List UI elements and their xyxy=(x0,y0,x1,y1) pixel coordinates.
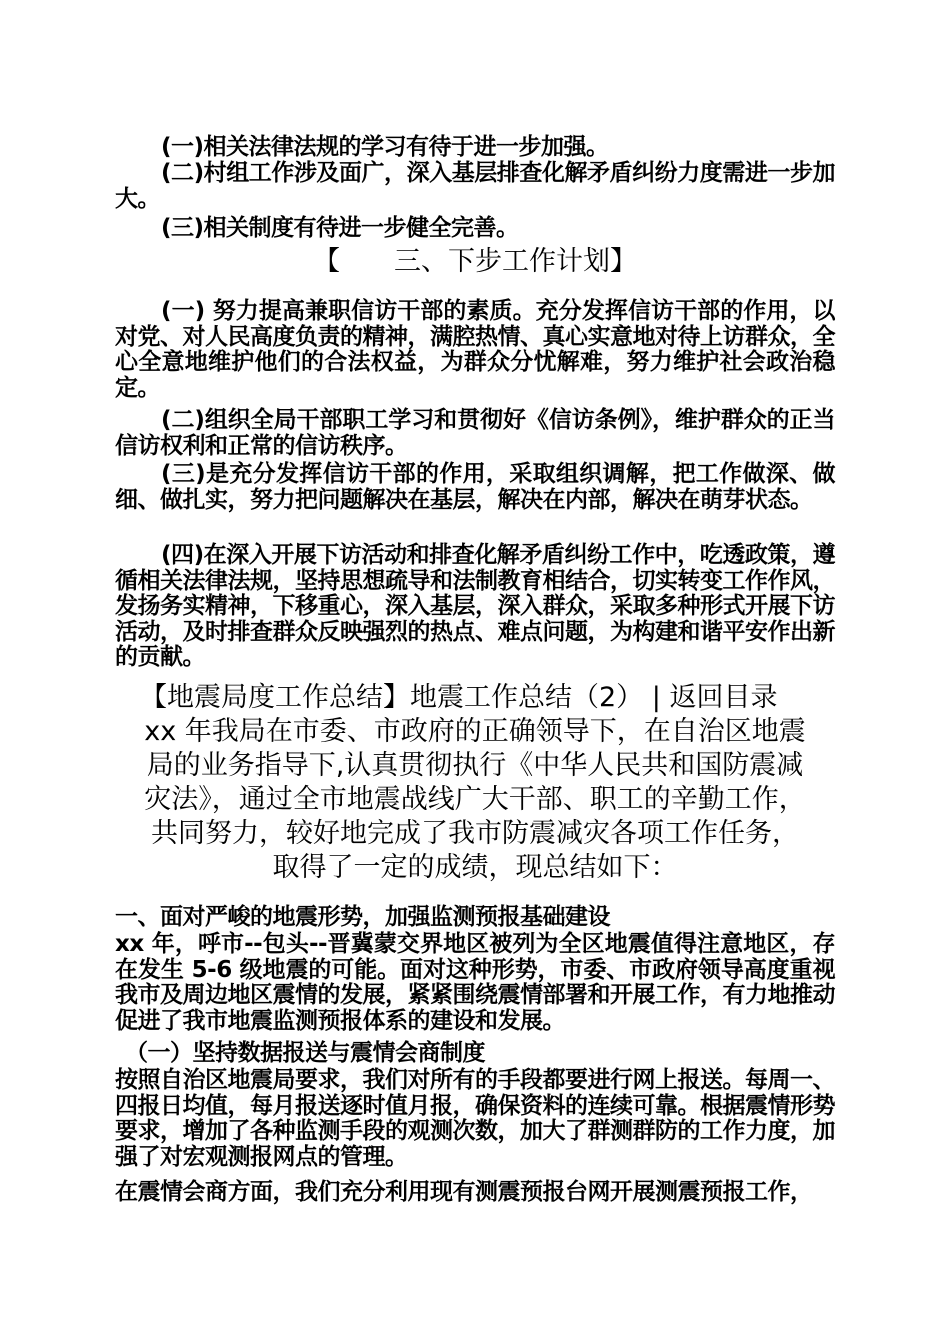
intro-line: 局的业务指导下,认真贯彻执行《中华人民共和国防震减 xyxy=(146,750,804,781)
intro-line: 取得了一定的成绩，现总结如下： xyxy=(272,852,678,883)
article-title: 【地震局度工作总结】地震工作总结（2） | 返回目录 xyxy=(140,682,778,713)
section3-heading: 【 三、下步工作计划】 xyxy=(313,246,637,277)
article-heading-1: 一、面对严峻的地震形势，加强监测预报基础建设 xyxy=(115,904,610,930)
plan-item-4: (四)在深入开展下访活动和排查化解矛盾纠纷工作中，吃透政策，遵循相关法律法规，坚持思想疏导和法制教育相结合，切实转变工作作风，发扬务实精神，下移重心，深入基层，深入群众，采取多种形式开展下访活动，及时排查群众反映强烈的热点、难点问题，为构建和谐平安作出新的贡献。 xyxy=(115,542,835,670)
article-paragraph-1: xx 年，呼市--包头--晋冀蒙交界地区被列为全区地震值得注意地区，存在发生 5-6 级地震的可能。面对这种形势，市委、市政府领导高度重视我市及周边地区震情的发展，紧紧围绕震情部署和开展工作，有力地推动促进了我市地震监测预报体系的建设和发展。 xyxy=(115,931,835,1034)
plan-item-3: (三)是充分发挥信访干部的作用，采取组织调解，把工作做深、做细、做扎实，努力把问题解决在基层，解决在内部，解决在萌芽状态。 xyxy=(115,461,835,513)
intro-line: 共同努力，较好地完成了我市防震减灾各项工作任务， xyxy=(151,818,799,849)
article-heading-2: （一）坚持数据报送与震情会商制度 xyxy=(125,1040,485,1066)
intro-line: xx 年我局在市委、市政府的正确领导下，在自治区地震 xyxy=(144,716,806,747)
intro-line: 灾法》，通过全市地震战线广大干部、职工的辛勤工作， xyxy=(144,784,806,815)
plan-item-1: (一) 努力提高兼职信访干部的素质。充分发挥信访干部的作用，以对党、对人民高度负责的精神，满腔热情、真心实意地对待上访群众，全心全意地维护他们的合法权益，为群众分忧解难，努力维护社会政治稳定。 xyxy=(115,298,835,401)
article-intro xyxy=(105,715,845,885)
article-paragraph-3: 在震情会商方面，我们充分利用现有测震预报台网开展测震预报工作， xyxy=(115,1179,813,1205)
problem-item-1: (一)相关法律法规的学习有待于进一步加强。 xyxy=(161,134,609,160)
problem-item-3: (三)相关制度有待进一步健全完善。 xyxy=(161,215,519,241)
article-paragraph-2: 按照自治区地震局要求，我们对所有的手段都要进行网上报送。每周一、四报日均值，每月报送逐时值月报，确保资料的连续可靠。根据震情形势要求，增加了各种监测手段的观测次数，加大了群测群防的工作力度，加强了对宏观测报网点的管理。 xyxy=(115,1067,835,1170)
plan-item-2: (二)组织全局干部职工学习和贯彻好《信访条例》，维护群众的正当信访权利和正常的信访秩序。 xyxy=(115,407,835,459)
problem-item-2: (二)村组工作涉及面广，深入基层排查化解矛盾纠纷力度需进一步加大。 xyxy=(115,160,835,212)
